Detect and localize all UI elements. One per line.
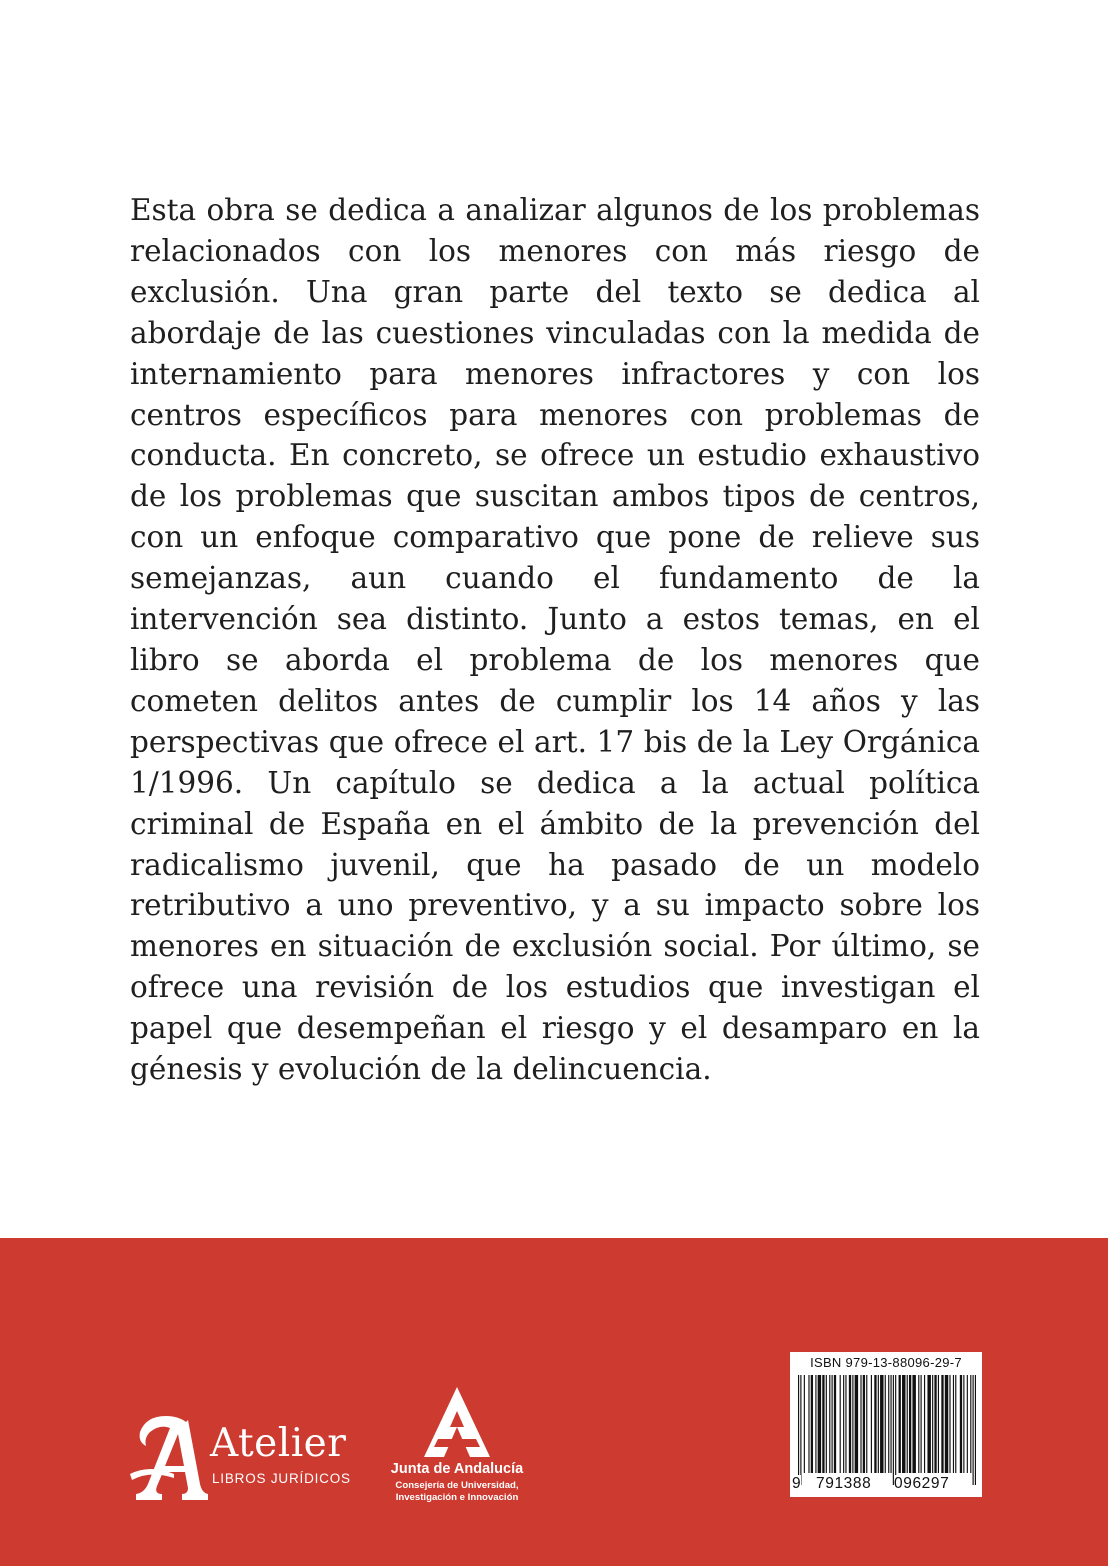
barcode-bar <box>822 1375 824 1473</box>
barcode-bar <box>863 1375 865 1473</box>
barcode-bar <box>963 1375 964 1473</box>
atelier-a-logo-icon <box>130 1414 208 1504</box>
barcode-bar <box>811 1375 813 1473</box>
barcode-bar <box>899 1375 901 1473</box>
barcode-bar <box>843 1375 844 1473</box>
publisher-subtitle: LIBROS JURÍDICOS <box>212 1471 351 1486</box>
junta-a-logo-icon <box>418 1387 496 1459</box>
barcode-bar <box>912 1375 915 1473</box>
barcode-bar <box>945 1375 948 1473</box>
barcode-bar <box>888 1375 889 1473</box>
barcode-bar <box>895 1375 896 1485</box>
barcode-bar <box>924 1375 925 1473</box>
barcode-bar <box>866 1375 867 1473</box>
barcode-bars <box>798 1375 976 1485</box>
barcode-right-digits: 096297 <box>894 1475 950 1492</box>
barcode-bar <box>832 1375 833 1473</box>
barcode-bar <box>808 1375 809 1473</box>
barcode-bar <box>845 1375 846 1473</box>
barcode-bar <box>849 1375 851 1473</box>
barcode-bar <box>840 1375 841 1473</box>
atelier-logo <box>130 1414 360 1504</box>
barcode-bar <box>804 1375 805 1473</box>
barcode-bar <box>970 1375 971 1473</box>
sponsor-department-line1: Consejería de Universidad, <box>395 1480 519 1491</box>
barcode-bar <box>902 1375 905 1473</box>
barcode-bar <box>893 1375 894 1485</box>
barcode-bar <box>967 1375 968 1473</box>
barcode-bar <box>907 1375 908 1473</box>
junta-logo <box>372 1387 542 1503</box>
barcode-bar <box>834 1375 836 1473</box>
sponsor-name: Junta de Andalucía <box>390 1461 524 1477</box>
barcode-bar <box>927 1375 930 1473</box>
barcode-bar <box>855 1375 858 1473</box>
barcode-bar <box>878 1375 879 1473</box>
barcode-bar <box>885 1375 886 1473</box>
barcode-bar <box>909 1375 911 1473</box>
barcode-bar <box>973 1375 974 1485</box>
barcode-bar <box>880 1375 883 1473</box>
barcode-bar <box>826 1375 827 1473</box>
barcode-bar <box>932 1375 933 1473</box>
barcode-bar <box>934 1375 936 1473</box>
isbn-barcode <box>790 1352 982 1497</box>
barcode-bar <box>938 1375 939 1473</box>
barcode-bar <box>874 1375 876 1473</box>
barcode-bar <box>975 1375 976 1485</box>
synopsis-text: Esta obra se dedica a analizar algunos de los problemas relacionados con los menores con más riesgo de exclusión. Una gran parte del texto se dedica al abordaje de las cuestiones vinculadas con la medida de internamiento para menores infractores y con los centros específicos para menores con problemas de conducta. En concreto, se ofrece un estudio exhaustivo de los problemas que suscitan ambos tipos de centros, con un enfoque comparativo que pone de relieve sus semejanzas, aun cuando el fundamento de la intervención sea distinto. Junto a estos temas, en el libro se aborda el problema de los menores que cometen delitos antes de cumplir los 14 años y las perspectivas que ofrece el art. 17 bis de la Ley Orgánica 1/1996. Un capítulo se dedica a la actual política criminal de España en el ámbito de la prevención del radicalismo juvenil, que ha pasado de un modelo retributivo a uno preventivo, y a su impacto sobre los menores en situación de exclusión social. Por último, se ofrece una revisión de los estudios que investigan el papel que desempeñan el riesgo y el desamparo en la génesis y evolución de la delincuencia. <box>130 193 980 1087</box>
barcode-bar <box>871 1375 872 1473</box>
barcode-bar <box>953 1375 954 1473</box>
barcode-bar <box>890 1375 891 1473</box>
barcode-bar <box>815 1375 816 1473</box>
isbn-label: ISBN 979-13-88096-29-7 <box>810 1355 962 1370</box>
barcode-bar <box>955 1375 956 1473</box>
sponsor-department-line2: Investigación e Innovación <box>395 1491 519 1503</box>
barcode-bar <box>949 1375 950 1473</box>
barcode-bar <box>960 1375 962 1473</box>
barcode-bar <box>818 1375 821 1473</box>
barcode-bar <box>860 1375 861 1473</box>
barcode-bar <box>798 1375 799 1485</box>
barcode-bar <box>921 1375 922 1473</box>
barcode-bar <box>852 1375 853 1473</box>
barcode-bar <box>941 1375 943 1473</box>
barcode-bar <box>829 1375 830 1473</box>
barcode-bar <box>918 1375 919 1473</box>
barcode-bar <box>800 1375 801 1485</box>
barcode-left-digits: 791388 <box>816 1475 872 1492</box>
barcode-first-digit: 9 <box>792 1475 802 1492</box>
publisher-name: Atelier <box>210 1421 347 1466</box>
